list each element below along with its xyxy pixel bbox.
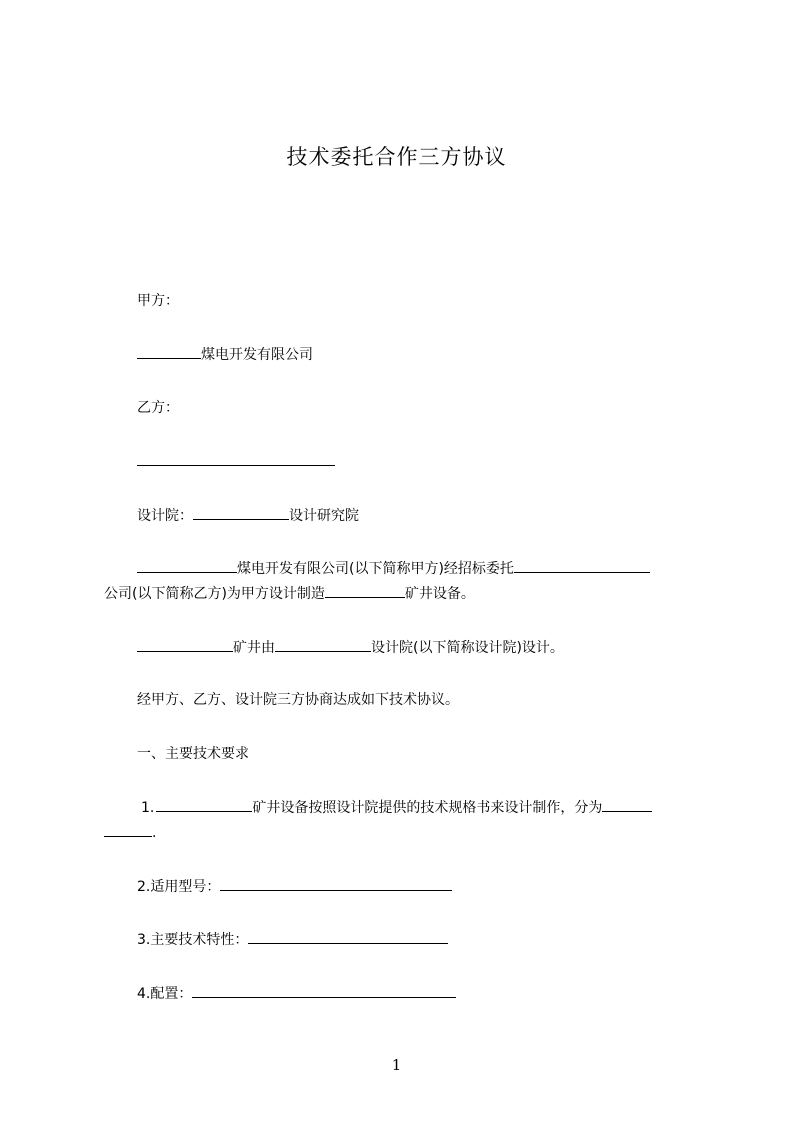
item-4-line bbox=[137, 983, 456, 1004]
institute-name: 设计研究院 bbox=[289, 508, 359, 524]
blank-underline bbox=[514, 558, 650, 573]
intro-text-2: 公司(以下简称乙方)为甲方设计制造 bbox=[104, 586, 325, 602]
blank-underline bbox=[137, 637, 233, 652]
intro-line-2 bbox=[104, 583, 475, 604]
blank-underline bbox=[192, 983, 456, 998]
party-b-label: 乙方： bbox=[137, 400, 179, 416]
item-2-label: 2.适用型号： bbox=[137, 879, 221, 895]
item-1-number: 1. bbox=[141, 800, 155, 816]
section-1-heading: 一、主要技术要求 bbox=[137, 746, 249, 762]
blank-underline bbox=[156, 797, 252, 812]
institute-label: 设计院： bbox=[137, 508, 193, 524]
party-a-line bbox=[137, 344, 313, 365]
item-1-line-2 bbox=[104, 822, 156, 843]
intro-line-1 bbox=[137, 558, 650, 579]
party-b-line bbox=[137, 451, 335, 472]
item-1-text: 矿井设备按照设计院提供的技术规格书来设计制作，分为 bbox=[252, 800, 603, 816]
document-title: 技术委托合作三方协议 bbox=[286, 145, 507, 169]
institute-line bbox=[137, 505, 359, 526]
page-number: 1 bbox=[391, 1056, 402, 1074]
blank-underline bbox=[275, 637, 371, 652]
consensus-line: 经甲方、乙方、设计院三方协商达成如下技术协议。 bbox=[137, 692, 459, 708]
blank-underline bbox=[602, 797, 652, 812]
item-3-line bbox=[137, 929, 448, 950]
item-4-label: 4.配置： bbox=[137, 986, 193, 1002]
blank-underline bbox=[137, 344, 201, 359]
intro-text-1: 煤电开发有限公司(以下简称甲方)经招标委托 bbox=[237, 561, 514, 577]
item-1-line-1 bbox=[141, 797, 652, 818]
intro-text-3: 矿井设备。 bbox=[404, 586, 475, 602]
item-1-end: . bbox=[152, 825, 157, 841]
blank-underline bbox=[220, 876, 452, 891]
item-2-line bbox=[137, 876, 452, 897]
mine-line bbox=[137, 637, 564, 658]
blank-underline bbox=[193, 505, 289, 520]
mine-text-2: 设计院(以下简称设计院)设计。 bbox=[371, 640, 564, 656]
blank-underline bbox=[248, 929, 448, 944]
blank-underline bbox=[137, 451, 335, 466]
mine-text-1: 矿井由 bbox=[233, 640, 275, 656]
blank-underline bbox=[137, 558, 237, 573]
party-a-name: 煤电开发有限公司 bbox=[201, 347, 313, 363]
blank-underline bbox=[325, 583, 405, 598]
blank-underline bbox=[104, 822, 152, 837]
item-3-label: 3.主要技术特性： bbox=[137, 932, 249, 948]
party-a-label: 甲方： bbox=[137, 293, 179, 309]
